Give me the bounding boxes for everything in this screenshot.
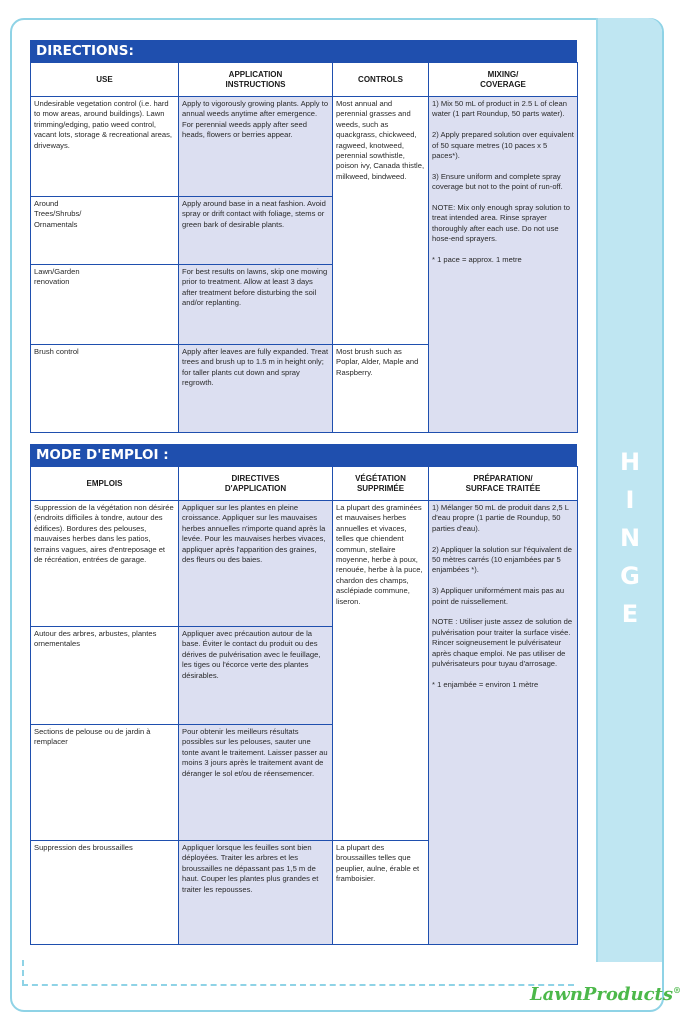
controls-cell: La plupart des graminées et mauvaises herbes annuelles et vivaces, telles que chiendent commun, stellaire moyenne, herbe à poux, renouée, herbe à la puce, chardon des champs, asclépiade commune, liseron.	[333, 501, 429, 841]
header-use: USE	[31, 63, 179, 97]
use-cell: Autour des arbres, arbustes, plantes ornementales	[31, 627, 179, 725]
table-row	[31, 97, 578, 197]
logo-text: LawnProducts	[530, 984, 674, 1005]
header-vegetation: VÉGÉTATION SUPPRIMÉE	[333, 467, 429, 501]
mixing-cell: 1) Mix 50 mL of product in 2.5 L of clean water (1 part Roundup, 50 parts water). 2) Apply prepared solution over equivalent of 50 square metres (10 paces x 5 paces*). 3) Ensure uniform and complete spray coverage but not to the point of run-off. NOTE: Mix only enough spray solution to treat intended area. Rinse sprayer thoroughly after each use. Do not use hose-end sprayers. * 1 pace = approx. 1 metre	[429, 97, 578, 433]
fold-line-vertical	[22, 960, 24, 986]
use-cell: Suppression des broussailles	[31, 841, 179, 945]
application-cell: Apply to vigorously growing plants. Apply to annual weeds anytime after emergence. For perennial weeds apply after seed heads, flowers or berries appear.	[179, 97, 333, 197]
mode-emploi-section	[30, 444, 577, 946]
mode-emploi-table	[30, 466, 578, 945]
lawnproducts-logo	[530, 984, 681, 1005]
use-cell: Undesirable vegetation control (i.e. hard to mow areas, around buildings). Lawn trimming/edging, patio weed control, vacant lots, storage & recreational areas, driveways.	[31, 97, 179, 197]
header-directives: DIRECTIVES D'APPLICATION	[179, 467, 333, 501]
header-emplois: EMPLOIS	[31, 467, 179, 501]
controls-brush-cell: La plupart des broussailles telles que peuplier, aulne, érable et framboisier.	[333, 841, 429, 945]
use-cell: Around Trees/Shrubs/ Ornamentals	[31, 197, 179, 265]
header-mixing: MIXING/ COVERAGE	[429, 63, 578, 97]
header-application: APPLICATION INSTRUCTIONS	[179, 63, 333, 97]
directions-section	[30, 40, 577, 434]
application-cell: For best results on lawns, skip one mowing prior to treatment. Allow at least 3 days after treatment before disturbing the soil and/or replanting.	[179, 265, 333, 345]
directions-table	[30, 62, 578, 433]
application-cell: Appliquer sur les plantes en pleine croissance. Appliquer sur les mauvaises herbes annuelles n'importe quand après la levée. Pour les mauvaises herbes vivaces, appliquer après l'apparition des graines, des fleurs ou des baies.	[179, 501, 333, 627]
directions-title: DIRECTIONS:	[30, 40, 577, 62]
mode-emploi-title: MODE D'EMPLOI :	[30, 444, 577, 466]
use-cell: Lawn/Garden renovation	[31, 265, 179, 345]
controls-brush-cell: Most brush such as Poplar, Alder, Maple and Raspberry.	[333, 345, 429, 433]
controls-cell: Most annual and perennial grasses and weeds, such as quackgrass, chickweed, ragweed, knotweed, perennial sowthistle, poison ivy, Canada thistle, milkweed, bindweed.	[333, 97, 429, 345]
use-cell: Sections de pelouse ou de jardin à remplacer	[31, 725, 179, 841]
application-cell: Apply around base in a neat fashion. Avoid spray or drift contact with foliage, stems or green bark of desirable plants.	[179, 197, 333, 265]
registered-mark: ®	[673, 985, 682, 995]
application-cell: Pour obtenir les meilleurs résultats possibles sur les pelouses, sauter une tonte avant le traitement. Laisser passer au moins 3 jours après le traitement avant de déranger le sol et/ou de réensemencer.	[179, 725, 333, 841]
use-cell: Brush control	[31, 345, 179, 433]
application-cell: Appliquer avec précaution autour de la base. Éviter le contact du produit ou des dérives de pulvérisation avec le feuillage, les tiges ou l'écorce verte des plantes désirables.	[179, 627, 333, 725]
application-cell: Appliquer lorsque les feuilles sont bien déployées. Traiter les arbres et les broussailles ne dépassant pas 1,5 m de haut. Couper les plantes plus grandes et traiter les repousses.	[179, 841, 333, 945]
application-cell: Apply after leaves are fully expanded. Treat trees and brush up to 1.5 m in height only; for taller plants cut down and spray regrowth.	[179, 345, 333, 433]
header-preparation: PRÉPARATION/ SURFACE TRAITÉE	[429, 467, 578, 501]
hinge-strip	[596, 18, 662, 962]
hinge-label: H I N G E	[619, 448, 641, 628]
use-cell: Suppression de la végétation non désirée (endroits difficiles à tondre, autour des édifices). Bordures des pelouses, mauvaises herbes dans les patios, terrains vagues, aires d'entreposage et de récréation, entrées de garage.	[31, 501, 179, 627]
fold-line-horizontal	[22, 984, 574, 986]
header-controls: CONTROLS	[333, 63, 429, 97]
mixing-cell: 1) Mélanger 50 mL de produit dans 2,5 L d'eau propre (1 partie de Roundup, 50 parties d'eau). 2) Appliquer la solution sur l'équivalent de 50 mètres carrés (10 enjambées par 5 enjambées *). 3) Appliquer uniformément mais pas au point de ruissellement. NOTE : Utiliser juste assez de solution de pulvérisation pour traiter la surface visée. Rincer soigneusement le pulvérisateur après chaque emploi. Ne pas utiliser de pulvérisateurs pour tuyau d'arrosage. * 1 enjambée = environ 1 mètre	[429, 501, 578, 945]
table-row	[31, 501, 578, 627]
